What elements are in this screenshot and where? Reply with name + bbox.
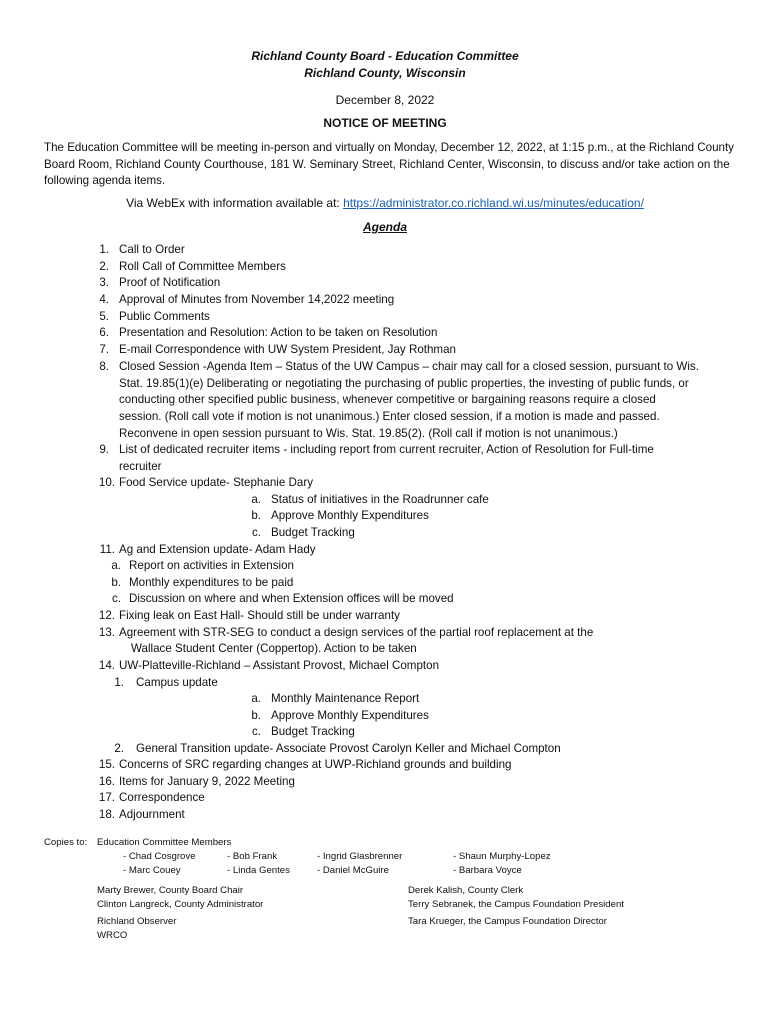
agenda-item-number: 7. — [99, 343, 109, 356]
copy-recipient: - Shaun Murphy-Lopez — [453, 851, 551, 862]
sub-item-monthly-expenditures: Approve Monthly Expenditures — [271, 709, 429, 722]
sub-item-letter: c. — [111, 592, 121, 605]
agenda-item-call-to-order: Call to Order — [119, 243, 185, 256]
agenda-item-number: 11. — [99, 543, 115, 556]
agenda-item-number: 4. — [99, 293, 109, 306]
copy-recipient: - Chad Cosgrove — [123, 851, 196, 862]
sub-item-letter: b. — [251, 509, 261, 522]
agenda-item-number: 8. — [99, 360, 109, 373]
sub-item-letter: b. — [251, 709, 261, 722]
sub-item-general-transition: General Transition update- Associate Provost Carolyn Keller and Michael Compton — [136, 742, 561, 755]
webex-link[interactable]: https://administrator.co.richland.wi.us/minutes/education/ — [343, 196, 644, 210]
notice-heading: NOTICE OF MEETING — [323, 116, 447, 130]
webex-line — [0, 195, 770, 212]
copy-recipient: - Ingrid Glasbrenner — [317, 851, 403, 862]
copy-recipient: Marty Brewer, County Board Chair — [97, 885, 244, 896]
agenda-item-public-comments: Public Comments — [119, 310, 210, 323]
agenda-item-closed-session-line: Reconvene in open session pursuant to Wis. Stat. 19.85(2). (Roll call if motion is not unanimous.) — [119, 427, 618, 440]
agenda-item-number: 15. — [98, 758, 115, 771]
agenda-item-number: 5. — [99, 310, 109, 323]
sub-item-number: 1. — [114, 676, 124, 689]
agenda-item-number: 17. — [98, 791, 115, 804]
copy-recipient: Terry Sebranek, the Campus Foundation President — [408, 899, 624, 910]
agenda-item-number: 16. — [98, 775, 115, 788]
sub-item-budget-tracking: Budget Tracking — [271, 725, 355, 738]
copy-recipient: - Bob Frank — [227, 851, 278, 862]
copy-recipient: - Linda Gentes — [227, 865, 290, 876]
title-line-2: Richland County, Wisconsin — [304, 66, 466, 80]
agenda-item-proof-of-notification: Proof of Notification — [119, 276, 221, 289]
agenda-item-food-service: Food Service update- Stephanie Dary — [119, 476, 313, 489]
agenda-item-presentation-resolution: Presentation and Resolution: Action to be taken on Resolution — [119, 326, 438, 339]
agenda-item-closed-session-line: Stat. 19.85(1)(e) Deliberating or negotiating the purchasing of public properties, the investing of public funds, or — [119, 377, 689, 390]
agenda-item-ag-extension: Ag and Extension update- Adam Hady — [119, 543, 316, 556]
agenda-item-correspondence: Correspondence — [119, 791, 205, 804]
webex-prefix: Via WebEx with information available at: — [126, 196, 344, 210]
document-title — [0, 48, 770, 82]
copies-label: Copies to: — [44, 837, 88, 848]
sub-item-letter: b. — [111, 576, 121, 589]
meeting-notice-date: December 8, 2022 — [335, 93, 435, 107]
sub-item-letter: c. — [251, 526, 261, 539]
copy-recipient: Derek Kalish, County Clerk — [408, 885, 524, 896]
agenda-item-str-seg-line: Wallace Student Center (Coppertop). Action to be taken — [131, 642, 417, 655]
sub-item-maintenance-report: Monthly Maintenance Report — [271, 692, 420, 705]
agenda-item-email-correspondence: E-mail Correspondence with UW System President, Jay Rothman — [119, 343, 456, 356]
sub-item-letter: a. — [111, 559, 121, 572]
title-line-1: Richland County Board - Education Committee — [251, 49, 519, 63]
copy-recipient: - Barbara Voyce — [453, 865, 522, 876]
agenda-item-recruiter-line: recruiter — [119, 460, 162, 473]
sub-item-number: 2. — [114, 742, 124, 755]
sub-item-roadrunner-cafe: Status of initiatives in the Roadrunner cafe — [271, 493, 489, 506]
agenda-item-number: 10. — [98, 476, 115, 489]
sub-item-budget-tracking: Budget Tracking — [271, 526, 355, 539]
agenda-item-number: 9. — [99, 443, 109, 456]
copy-recipient: Clinton Langreck, County Administrator — [97, 899, 264, 910]
sub-item-monthly-expenditures: Approve Monthly Expenditures — [271, 509, 429, 522]
agenda-item-number: 12. — [98, 609, 115, 622]
copy-recipient: WRCO — [97, 930, 128, 941]
agenda-item-recruiter: List of dedicated recruiter items - including report from current recruiter, Action of Resolution for Full-time — [119, 443, 654, 456]
agenda-item-next-meeting-items: Items for January 9, 2022 Meeting — [119, 775, 295, 788]
agenda-item-roll-call: Roll Call of Committee Members — [119, 260, 286, 273]
intro-paragraph: The Education Committee will be meeting in-person and virtually on Monday, December 12, 2022, at 1:15 p.m., at the Richland County Board Room, Richland County Courthouse, 181 W. Seminary Street, Richland Center, Wisconsin, to discuss and/or take action on the following agenda items. — [44, 141, 734, 188]
agenda-item-number: 1. — [99, 243, 109, 256]
agenda-heading: Agenda — [362, 220, 407, 234]
agenda-item-adjournment: Adjournment — [119, 808, 185, 821]
agenda-item-closed-session-line: session. (Roll call vote if motion is not unanimous.) Enter closed session, if a motion is made and passed. — [119, 410, 660, 423]
copy-recipient: - Marc Couey — [123, 865, 181, 876]
sub-item-expenditures-paid: Monthly expenditures to be paid — [129, 576, 294, 589]
sub-item-extension-report: Report on activities in Extension — [129, 559, 294, 572]
agenda-item-number: 13. — [98, 626, 115, 639]
copies-group: Education Committee Members — [97, 837, 232, 848]
agenda-item-number: 14. — [98, 659, 115, 672]
copy-recipient: - Daniel McGuire — [317, 865, 389, 876]
agenda-item-closed-session: Closed Session -Agenda Item – Status of the UW Campus – chair may call for a closed session, pursuant to Wis. — [119, 360, 699, 373]
agenda-item-number: 2. — [99, 260, 109, 273]
copy-recipient: Tara Krueger, the Campus Foundation Director — [408, 916, 607, 927]
agenda-item-number: 3. — [99, 276, 109, 289]
agenda-item-src-concerns: Concerns of SRC regarding changes at UWP-Richland grounds and building — [119, 758, 512, 771]
agenda-item-uw-platteville: UW-Platteville-Richland – Assistant Provost, Michael Compton — [119, 659, 440, 672]
sub-item-letter: a. — [251, 692, 261, 705]
agenda-item-east-hall-leak: Fixing leak on East Hall- Should still be under warranty — [119, 609, 400, 622]
agenda-item-number: 18. — [98, 808, 115, 821]
agenda-item-number: 6. — [99, 326, 109, 339]
sub-item-letter: c. — [251, 725, 261, 738]
agenda-item-str-seg-agreement: Agreement with STR-SEG to conduct a design services of the partial roof replacement at the — [119, 626, 594, 639]
agenda-item-approval-of-minutes: Approval of Minutes from November 14,2022 meeting — [119, 293, 395, 306]
agenda-item-closed-session-line: conducting other specified public business, whenever competitive or bargaining reasons require a closed — [119, 393, 656, 406]
sub-item-campus-update: Campus update — [136, 676, 218, 689]
sub-item-extension-offices: Discussion on where and when Extension offices will be moved — [129, 592, 454, 605]
copy-recipient: Richland Observer — [97, 916, 177, 927]
sub-item-letter: a. — [251, 493, 261, 506]
